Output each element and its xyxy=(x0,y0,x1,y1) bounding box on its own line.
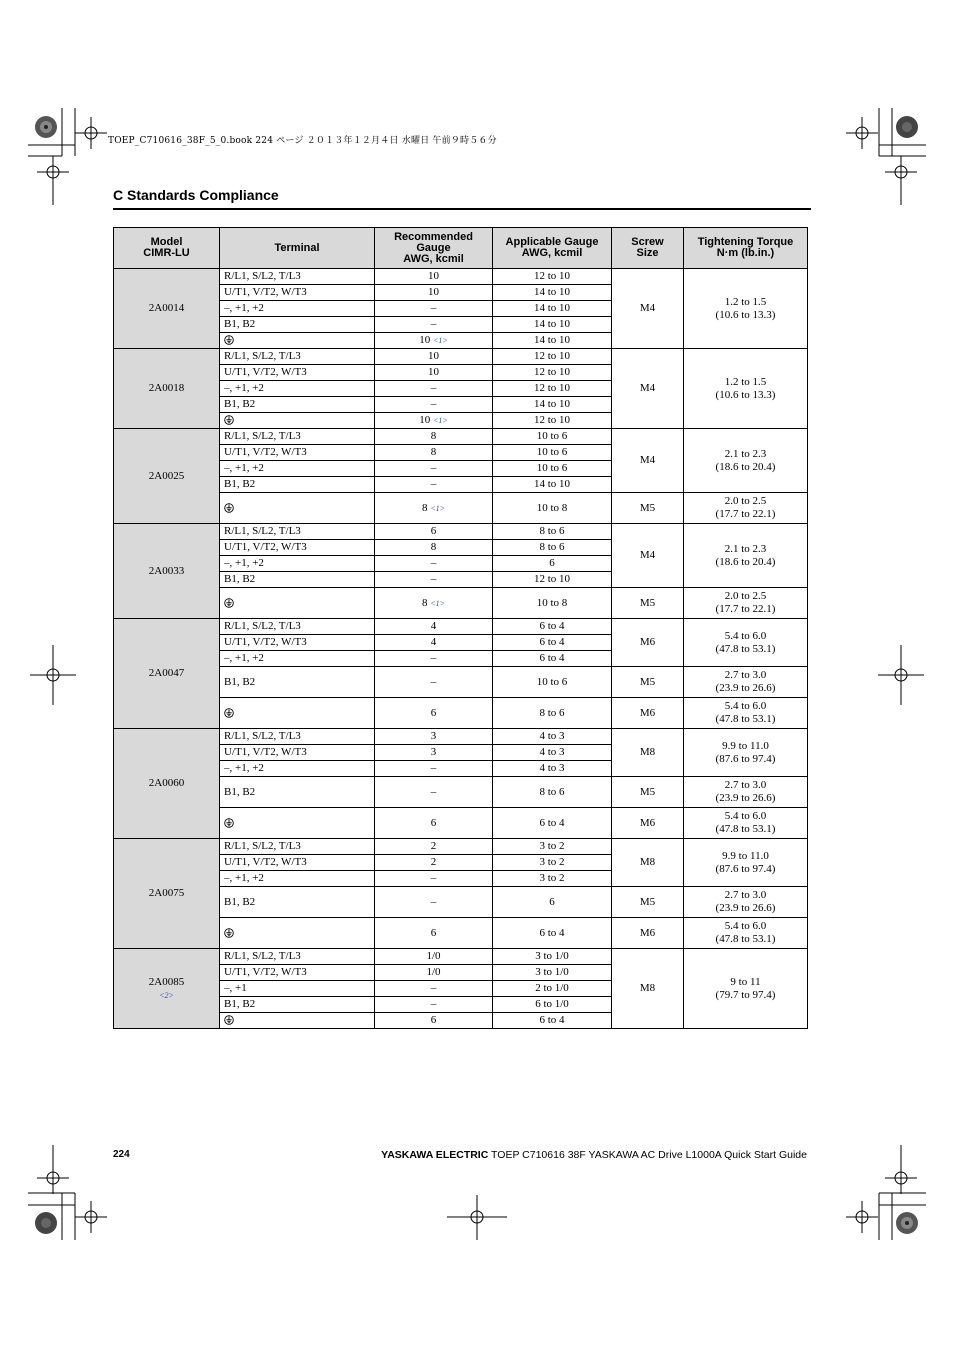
recommended-gauge-cell xyxy=(375,381,493,397)
torque-line: 1.2 to 1.5 xyxy=(724,295,767,308)
tightening-torque-cell xyxy=(684,918,808,949)
recommended-gauge-cell xyxy=(375,839,493,855)
applicable-gauge-cell: 4 to 3 xyxy=(493,729,612,745)
header-line: Size xyxy=(636,247,659,259)
recommended-gauge-cell xyxy=(375,729,493,745)
recommended-gauge-value: – xyxy=(430,785,437,798)
col-header-model xyxy=(114,228,220,269)
recommended-gauge-cell xyxy=(375,413,493,429)
terminal-cell: –, +1, +2 xyxy=(220,871,375,887)
terminal-cell: R/L1, S/L2, T/L3 xyxy=(220,619,375,635)
recommended-gauge-cell xyxy=(375,429,493,445)
torque-line: (79.7 to 97.4) xyxy=(715,988,776,1001)
recommended-gauge-cell xyxy=(375,777,493,808)
torque-line: 1.2 to 1.5 xyxy=(724,375,767,388)
terminal-cell: R/L1, S/L2, T/L3 xyxy=(220,269,375,285)
terminal-cell: B1, B2 xyxy=(220,477,375,493)
wire-gauge-table xyxy=(113,227,808,1029)
recommended-gauge-cell xyxy=(375,667,493,698)
recommended-gauge-cell xyxy=(375,317,493,333)
model-number: 2A0033 xyxy=(148,564,185,577)
recommended-gauge-value: 3 xyxy=(430,746,437,758)
table-row xyxy=(114,949,808,965)
header-line: Model xyxy=(150,236,183,248)
torque-line: (47.8 to 53.1) xyxy=(715,933,776,945)
tightening-torque-cell xyxy=(684,429,808,493)
torque-line: (47.8 to 53.1) xyxy=(715,642,776,655)
terminal-cell: U/T1, V/T2, W/T3 xyxy=(220,540,375,556)
applicable-gauge-cell: 10 to 6 xyxy=(493,445,612,461)
footnote-mark: <1> xyxy=(432,416,448,425)
terminal-cell xyxy=(220,588,375,619)
page-number: 224 xyxy=(113,1149,130,1160)
model-cell xyxy=(114,349,220,429)
applicable-gauge-cell: 3 to 1/0 xyxy=(493,949,612,965)
model-cell xyxy=(114,949,220,1029)
terminal-cell: R/L1, S/L2, T/L3 xyxy=(220,729,375,745)
applicable-gauge-cell: 14 to 10 xyxy=(493,285,612,301)
recommended-gauge-value: – xyxy=(430,895,437,908)
applicable-gauge-cell: 6 to 4 xyxy=(493,635,612,651)
torque-line: (18.6 to 20.4) xyxy=(715,460,776,473)
recommended-gauge-cell xyxy=(375,855,493,871)
torque-line: 9.9 to 11.0 xyxy=(722,849,769,862)
recommended-gauge-value: 6 xyxy=(430,706,437,719)
recommended-gauge-value: – xyxy=(430,462,437,474)
recommended-gauge-cell xyxy=(375,397,493,413)
applicable-gauge-cell: 3 to 2 xyxy=(493,855,612,871)
terminal-cell: U/T1, V/T2, W/T3 xyxy=(220,365,375,381)
model-cell xyxy=(114,619,220,729)
ground-icon xyxy=(224,335,234,345)
terminal-cell: –, +1 xyxy=(220,981,375,997)
terminal-cell xyxy=(220,493,375,524)
recommended-gauge-value: – xyxy=(430,382,437,394)
model-cell xyxy=(114,729,220,839)
torque-line: (18.6 to 20.4) xyxy=(715,555,776,568)
recommended-gauge-cell xyxy=(375,635,493,651)
section-rule xyxy=(113,208,811,210)
footer-brand: YASKAWA ELECTRIC xyxy=(381,1149,489,1161)
torque-line: (17.7 to 22.1) xyxy=(715,603,776,615)
header-line: CIMR-LU xyxy=(143,247,190,259)
table-row xyxy=(114,839,808,855)
recommended-gauge-value: 1/0 xyxy=(426,950,441,962)
recommended-gauge-cell xyxy=(375,981,493,997)
torque-line: 9 to 11 xyxy=(730,975,761,988)
tightening-torque-cell xyxy=(684,524,808,588)
torque-line: (10.6 to 13.3) xyxy=(715,388,776,401)
print-header: TOEP_C710616_38F_5_0.book 224 ページ ２０１３年１２月４日 水曜日 午前９時５６分 xyxy=(108,136,497,146)
recommended-gauge-cell xyxy=(375,918,493,949)
tightening-torque-cell xyxy=(684,729,808,777)
header-line: Terminal xyxy=(274,241,320,254)
col-header-recommended-gauge xyxy=(375,228,493,269)
ground-icon xyxy=(224,708,234,718)
terminal-cell: B1, B2 xyxy=(220,997,375,1013)
applicable-gauge-cell: 4 to 3 xyxy=(493,761,612,777)
applicable-gauge-cell: 14 to 10 xyxy=(493,397,612,413)
footnote-mark: <1> xyxy=(430,503,446,513)
terminal-cell: –, +1, +2 xyxy=(220,556,375,572)
table-row xyxy=(114,729,808,745)
recommended-gauge-cell xyxy=(375,445,493,461)
model-number: 2A0018 xyxy=(148,382,185,394)
recommended-gauge-cell xyxy=(375,524,493,540)
tightening-torque-cell xyxy=(684,808,808,839)
recommended-gauge-cell xyxy=(375,698,493,729)
recommended-gauge-value: – xyxy=(430,318,437,330)
torque-line: (47.8 to 53.1) xyxy=(715,823,776,835)
recommended-gauge-cell xyxy=(375,651,493,667)
terminal-cell: U/T1, V/T2, W/T3 xyxy=(220,285,375,301)
table-row xyxy=(114,524,808,540)
table-row xyxy=(114,349,808,365)
terminal-cell: R/L1, S/L2, T/L3 xyxy=(220,524,375,540)
recommended-gauge-value: 8 xyxy=(430,446,437,458)
recommended-gauge-value: 2 xyxy=(430,840,437,852)
applicable-gauge-cell: 8 to 6 xyxy=(493,698,612,729)
recommended-gauge-value: 10 xyxy=(428,366,439,378)
applicable-gauge-cell: 6 xyxy=(493,556,612,572)
model-number: 2A0014 xyxy=(148,302,185,314)
recommended-gauge-cell xyxy=(375,285,493,301)
terminal-cell: U/T1, V/T2, W/T3 xyxy=(220,745,375,761)
header-line: Tightening Torque xyxy=(697,236,794,248)
recommended-gauge-value: – xyxy=(430,675,437,688)
recommended-gauge-value: 10 xyxy=(428,350,439,362)
recommended-gauge-value: 8 xyxy=(430,541,437,553)
ground-icon xyxy=(224,415,234,425)
applicable-gauge-cell: 8 to 6 xyxy=(493,540,612,556)
recommended-gauge-value: 6 xyxy=(430,1014,437,1026)
torque-line: (23.9 to 26.6) xyxy=(715,902,776,914)
ground-icon xyxy=(224,1015,234,1025)
col-header-applicable-gauge xyxy=(493,228,612,269)
terminal-cell: B1, B2 xyxy=(220,572,375,588)
col-header-tightening-torque xyxy=(684,228,808,269)
torque-line: 2.0 to 2.5 xyxy=(724,590,767,602)
applicable-gauge-cell: 3 to 1/0 xyxy=(493,965,612,981)
model-number: 2A0025 xyxy=(148,469,185,482)
torque-line: 5.4 to 6.0 xyxy=(724,629,767,642)
recommended-gauge-value: – xyxy=(430,302,437,314)
recommended-gauge-cell xyxy=(375,349,493,365)
header-line: N·m (lb.in.) xyxy=(716,247,775,259)
recommended-gauge-cell xyxy=(375,333,493,349)
tightening-torque-cell xyxy=(684,619,808,667)
terminal-cell: B1, B2 xyxy=(220,667,375,698)
terminal-cell xyxy=(220,333,375,349)
table-body xyxy=(114,269,808,1029)
model-note: <2> xyxy=(159,990,174,1000)
recommended-gauge-value: 2 xyxy=(430,856,437,868)
applicable-gauge-cell: 6 to 4 xyxy=(493,918,612,949)
footnote-mark: <1> xyxy=(432,336,448,345)
recommended-gauge-cell xyxy=(375,745,493,761)
torque-line: 2.0 to 2.5 xyxy=(724,495,767,507)
tightening-torque-cell xyxy=(684,588,808,619)
recommended-gauge-value: 10 xyxy=(428,286,439,298)
applicable-gauge-cell: 6 to 4 xyxy=(493,808,612,839)
terminal-cell: B1, B2 xyxy=(220,317,375,333)
torque-line: (87.6 to 97.4) xyxy=(715,752,776,765)
torque-line: (47.8 to 53.1) xyxy=(715,713,776,725)
tightening-torque-cell xyxy=(684,949,808,1029)
screw-size-cell: M8 xyxy=(612,949,684,1029)
recommended-gauge-value: 4 xyxy=(430,636,437,648)
recommended-gauge-value: 10 xyxy=(419,334,431,346)
terminal-cell: R/L1, S/L2, T/L3 xyxy=(220,349,375,365)
terminal-cell: U/T1, V/T2, W/T3 xyxy=(220,445,375,461)
recommended-gauge-value: 10 xyxy=(428,270,439,282)
terminal-cell xyxy=(220,918,375,949)
header-line: Screw xyxy=(631,236,664,248)
tightening-torque-cell xyxy=(684,349,808,429)
terminal-cell xyxy=(220,808,375,839)
section-title: C Standards Compliance xyxy=(113,187,279,203)
applicable-gauge-cell: 12 to 10 xyxy=(493,381,612,397)
recommended-gauge-cell xyxy=(375,808,493,839)
torque-line: 2.1 to 2.3 xyxy=(724,447,767,460)
terminal-cell: B1, B2 xyxy=(220,887,375,918)
applicable-gauge-cell: 12 to 10 xyxy=(493,269,612,285)
recommended-gauge-value: 6 xyxy=(430,816,437,829)
applicable-gauge-cell: 6 to 1/0 xyxy=(493,997,612,1013)
applicable-gauge-cell: 2 to 1/0 xyxy=(493,981,612,997)
model-cell xyxy=(114,429,220,524)
applicable-gauge-cell: 6 to 4 xyxy=(493,1013,612,1029)
recommended-gauge-value: – xyxy=(430,573,437,585)
applicable-gauge-cell: 14 to 10 xyxy=(493,477,612,493)
applicable-gauge-cell: 3 to 2 xyxy=(493,871,612,887)
col-header-screw-size xyxy=(612,228,684,269)
recommended-gauge-value: – xyxy=(430,872,437,884)
recommended-gauge-cell xyxy=(375,965,493,981)
header-line: Applicable Gauge xyxy=(505,236,599,248)
recommended-gauge-value: – xyxy=(430,762,437,774)
recommended-gauge-cell xyxy=(375,301,493,317)
table-header-row xyxy=(114,228,808,269)
torque-line: 5.4 to 6.0 xyxy=(724,920,767,932)
torque-line: (17.7 to 22.1) xyxy=(715,508,776,520)
screw-size-cell: M5 xyxy=(612,493,684,524)
recommended-gauge-cell xyxy=(375,540,493,556)
recommended-gauge-value: – xyxy=(430,478,437,490)
recommended-gauge-cell xyxy=(375,949,493,965)
recommended-gauge-value: – xyxy=(430,398,437,410)
model-cell xyxy=(114,524,220,619)
model-number: 2A0060 xyxy=(148,777,185,789)
recommended-gauge-value: 8 xyxy=(421,501,428,514)
applicable-gauge-cell: 12 to 10 xyxy=(493,413,612,429)
table-row xyxy=(114,619,808,635)
applicable-gauge-cell: 14 to 10 xyxy=(493,301,612,317)
tightening-torque-cell xyxy=(684,777,808,808)
applicable-gauge-cell: 12 to 10 xyxy=(493,365,612,381)
recommended-gauge-value: 6 xyxy=(430,525,437,537)
applicable-gauge-cell: 10 to 6 xyxy=(493,429,612,445)
applicable-gauge-cell: 3 to 2 xyxy=(493,839,612,855)
table-row xyxy=(114,429,808,445)
torque-line: 2.7 to 3.0 xyxy=(724,669,767,681)
tightening-torque-cell xyxy=(684,887,808,918)
screw-size-cell: M6 xyxy=(612,808,684,839)
torque-line: (23.9 to 26.6) xyxy=(715,682,776,694)
model-number: 2A0047 xyxy=(148,667,185,679)
recommended-gauge-value: – xyxy=(430,652,437,664)
torque-line: (23.9 to 26.6) xyxy=(715,792,776,804)
applicable-gauge-cell: 4 to 3 xyxy=(493,745,612,761)
header-line: Gauge xyxy=(416,241,451,254)
applicable-gauge-cell: 10 to 8 xyxy=(493,493,612,524)
header-line: AWG, kcmil xyxy=(521,247,583,259)
tightening-torque-cell xyxy=(684,493,808,524)
torque-line: 9.9 to 11.0 xyxy=(722,739,769,752)
terminal-cell: R/L1, S/L2, T/L3 xyxy=(220,949,375,965)
recommended-gauge-cell xyxy=(375,871,493,887)
header-line: AWG, kcmil xyxy=(403,252,464,265)
recommended-gauge-value: 4 xyxy=(430,620,437,632)
applicable-gauge-cell: 10 to 6 xyxy=(493,461,612,477)
applicable-gauge-cell: 8 to 6 xyxy=(493,524,612,540)
recommended-gauge-value: – xyxy=(430,557,437,569)
terminal-cell: –, +1, +2 xyxy=(220,651,375,667)
ground-icon xyxy=(224,928,234,938)
recommended-gauge-cell xyxy=(375,997,493,1013)
recommended-gauge-cell xyxy=(375,493,493,524)
recommended-gauge-cell xyxy=(375,588,493,619)
recommended-gauge-cell xyxy=(375,461,493,477)
recommended-gauge-value: – xyxy=(430,998,437,1010)
applicable-gauge-cell: 14 to 10 xyxy=(493,317,612,333)
screw-size-cell: M6 xyxy=(612,619,684,667)
screw-size-cell: M8 xyxy=(612,839,684,887)
recommended-gauge-cell xyxy=(375,761,493,777)
screw-size-cell: M5 xyxy=(612,777,684,808)
col-header-terminal xyxy=(220,228,375,269)
footer-title xyxy=(381,1149,807,1161)
applicable-gauge-cell: 12 to 10 xyxy=(493,572,612,588)
footnote-mark: <1> xyxy=(430,598,446,608)
screw-size-cell: M6 xyxy=(612,698,684,729)
terminal-cell: –, +1, +2 xyxy=(220,301,375,317)
screw-size-cell: M4 xyxy=(612,524,684,588)
recommended-gauge-cell xyxy=(375,365,493,381)
ground-icon xyxy=(224,598,234,608)
header-line: Recommended xyxy=(394,230,473,243)
torque-line: (10.6 to 13.3) xyxy=(715,308,776,321)
model-number: 2A0075 xyxy=(148,887,185,899)
tightening-torque-cell xyxy=(684,269,808,349)
footer-doc-title: TOEP C710616 38F YASKAWA AC Drive L1000A Quick Start Guide xyxy=(491,1149,807,1161)
tightening-torque-cell xyxy=(684,839,808,887)
applicable-gauge-cell: 8 to 6 xyxy=(493,777,612,808)
torque-line: 5.4 to 6.0 xyxy=(724,810,767,822)
recommended-gauge-cell xyxy=(375,556,493,572)
torque-line: 2.7 to 3.0 xyxy=(724,889,767,901)
applicable-gauge-cell: 10 to 8 xyxy=(493,588,612,619)
torque-line: 2.7 to 3.0 xyxy=(724,779,767,791)
screw-size-cell: M4 xyxy=(612,269,684,349)
terminal-cell: –, +1, +2 xyxy=(220,381,375,397)
applicable-gauge-cell: 12 to 10 xyxy=(493,349,612,365)
terminal-cell: U/T1, V/T2, W/T3 xyxy=(220,855,375,871)
table-row xyxy=(114,269,808,285)
recommended-gauge-value: 10 xyxy=(419,414,431,426)
recommended-gauge-cell xyxy=(375,887,493,918)
terminal-cell: B1, B2 xyxy=(220,397,375,413)
terminal-cell: U/T1, V/T2, W/T3 xyxy=(220,965,375,981)
recommended-gauge-cell xyxy=(375,477,493,493)
terminal-cell xyxy=(220,1013,375,1029)
terminal-cell: R/L1, S/L2, T/L3 xyxy=(220,839,375,855)
model-cell xyxy=(114,839,220,949)
torque-line: 5.4 to 6.0 xyxy=(724,700,767,712)
tightening-torque-cell xyxy=(684,667,808,698)
terminal-cell: B1, B2 xyxy=(220,777,375,808)
recommended-gauge-cell xyxy=(375,269,493,285)
torque-line: (87.6 to 97.4) xyxy=(715,862,776,875)
model-number: 2A0085 xyxy=(148,975,185,988)
screw-size-cell: M8 xyxy=(612,729,684,777)
terminal-cell: R/L1, S/L2, T/L3 xyxy=(220,429,375,445)
model-cell xyxy=(114,269,220,349)
recommended-gauge-value: 1/0 xyxy=(426,966,441,978)
screw-size-cell: M4 xyxy=(612,429,684,493)
recommended-gauge-value: – xyxy=(430,982,437,994)
applicable-gauge-cell: 6 to 4 xyxy=(493,619,612,635)
ground-icon xyxy=(224,818,234,828)
terminal-cell: U/T1, V/T2, W/T3 xyxy=(220,635,375,651)
screw-size-cell: M6 xyxy=(612,918,684,949)
ground-icon xyxy=(224,503,234,513)
recommended-gauge-cell xyxy=(375,572,493,588)
screw-size-cell: M5 xyxy=(612,887,684,918)
recommended-gauge-value: 3 xyxy=(430,730,437,742)
screw-size-cell: M5 xyxy=(612,667,684,698)
recommended-gauge-cell xyxy=(375,1013,493,1029)
terminal-cell: –, +1, +2 xyxy=(220,461,375,477)
applicable-gauge-cell: 14 to 10 xyxy=(493,333,612,349)
recommended-gauge-value: 6 xyxy=(430,926,437,939)
screw-size-cell: M4 xyxy=(612,349,684,429)
screw-size-cell: M5 xyxy=(612,588,684,619)
recommended-gauge-cell xyxy=(375,619,493,635)
applicable-gauge-cell: 6 to 4 xyxy=(493,651,612,667)
tightening-torque-cell xyxy=(684,698,808,729)
recommended-gauge-value: 8 xyxy=(421,596,428,609)
applicable-gauge-cell: 6 xyxy=(493,887,612,918)
terminal-cell: –, +1, +2 xyxy=(220,761,375,777)
terminal-cell xyxy=(220,413,375,429)
torque-line: 2.1 to 2.3 xyxy=(724,542,767,555)
terminal-cell xyxy=(220,698,375,729)
applicable-gauge-cell: 10 to 6 xyxy=(493,667,612,698)
recommended-gauge-value: 8 xyxy=(430,430,437,442)
